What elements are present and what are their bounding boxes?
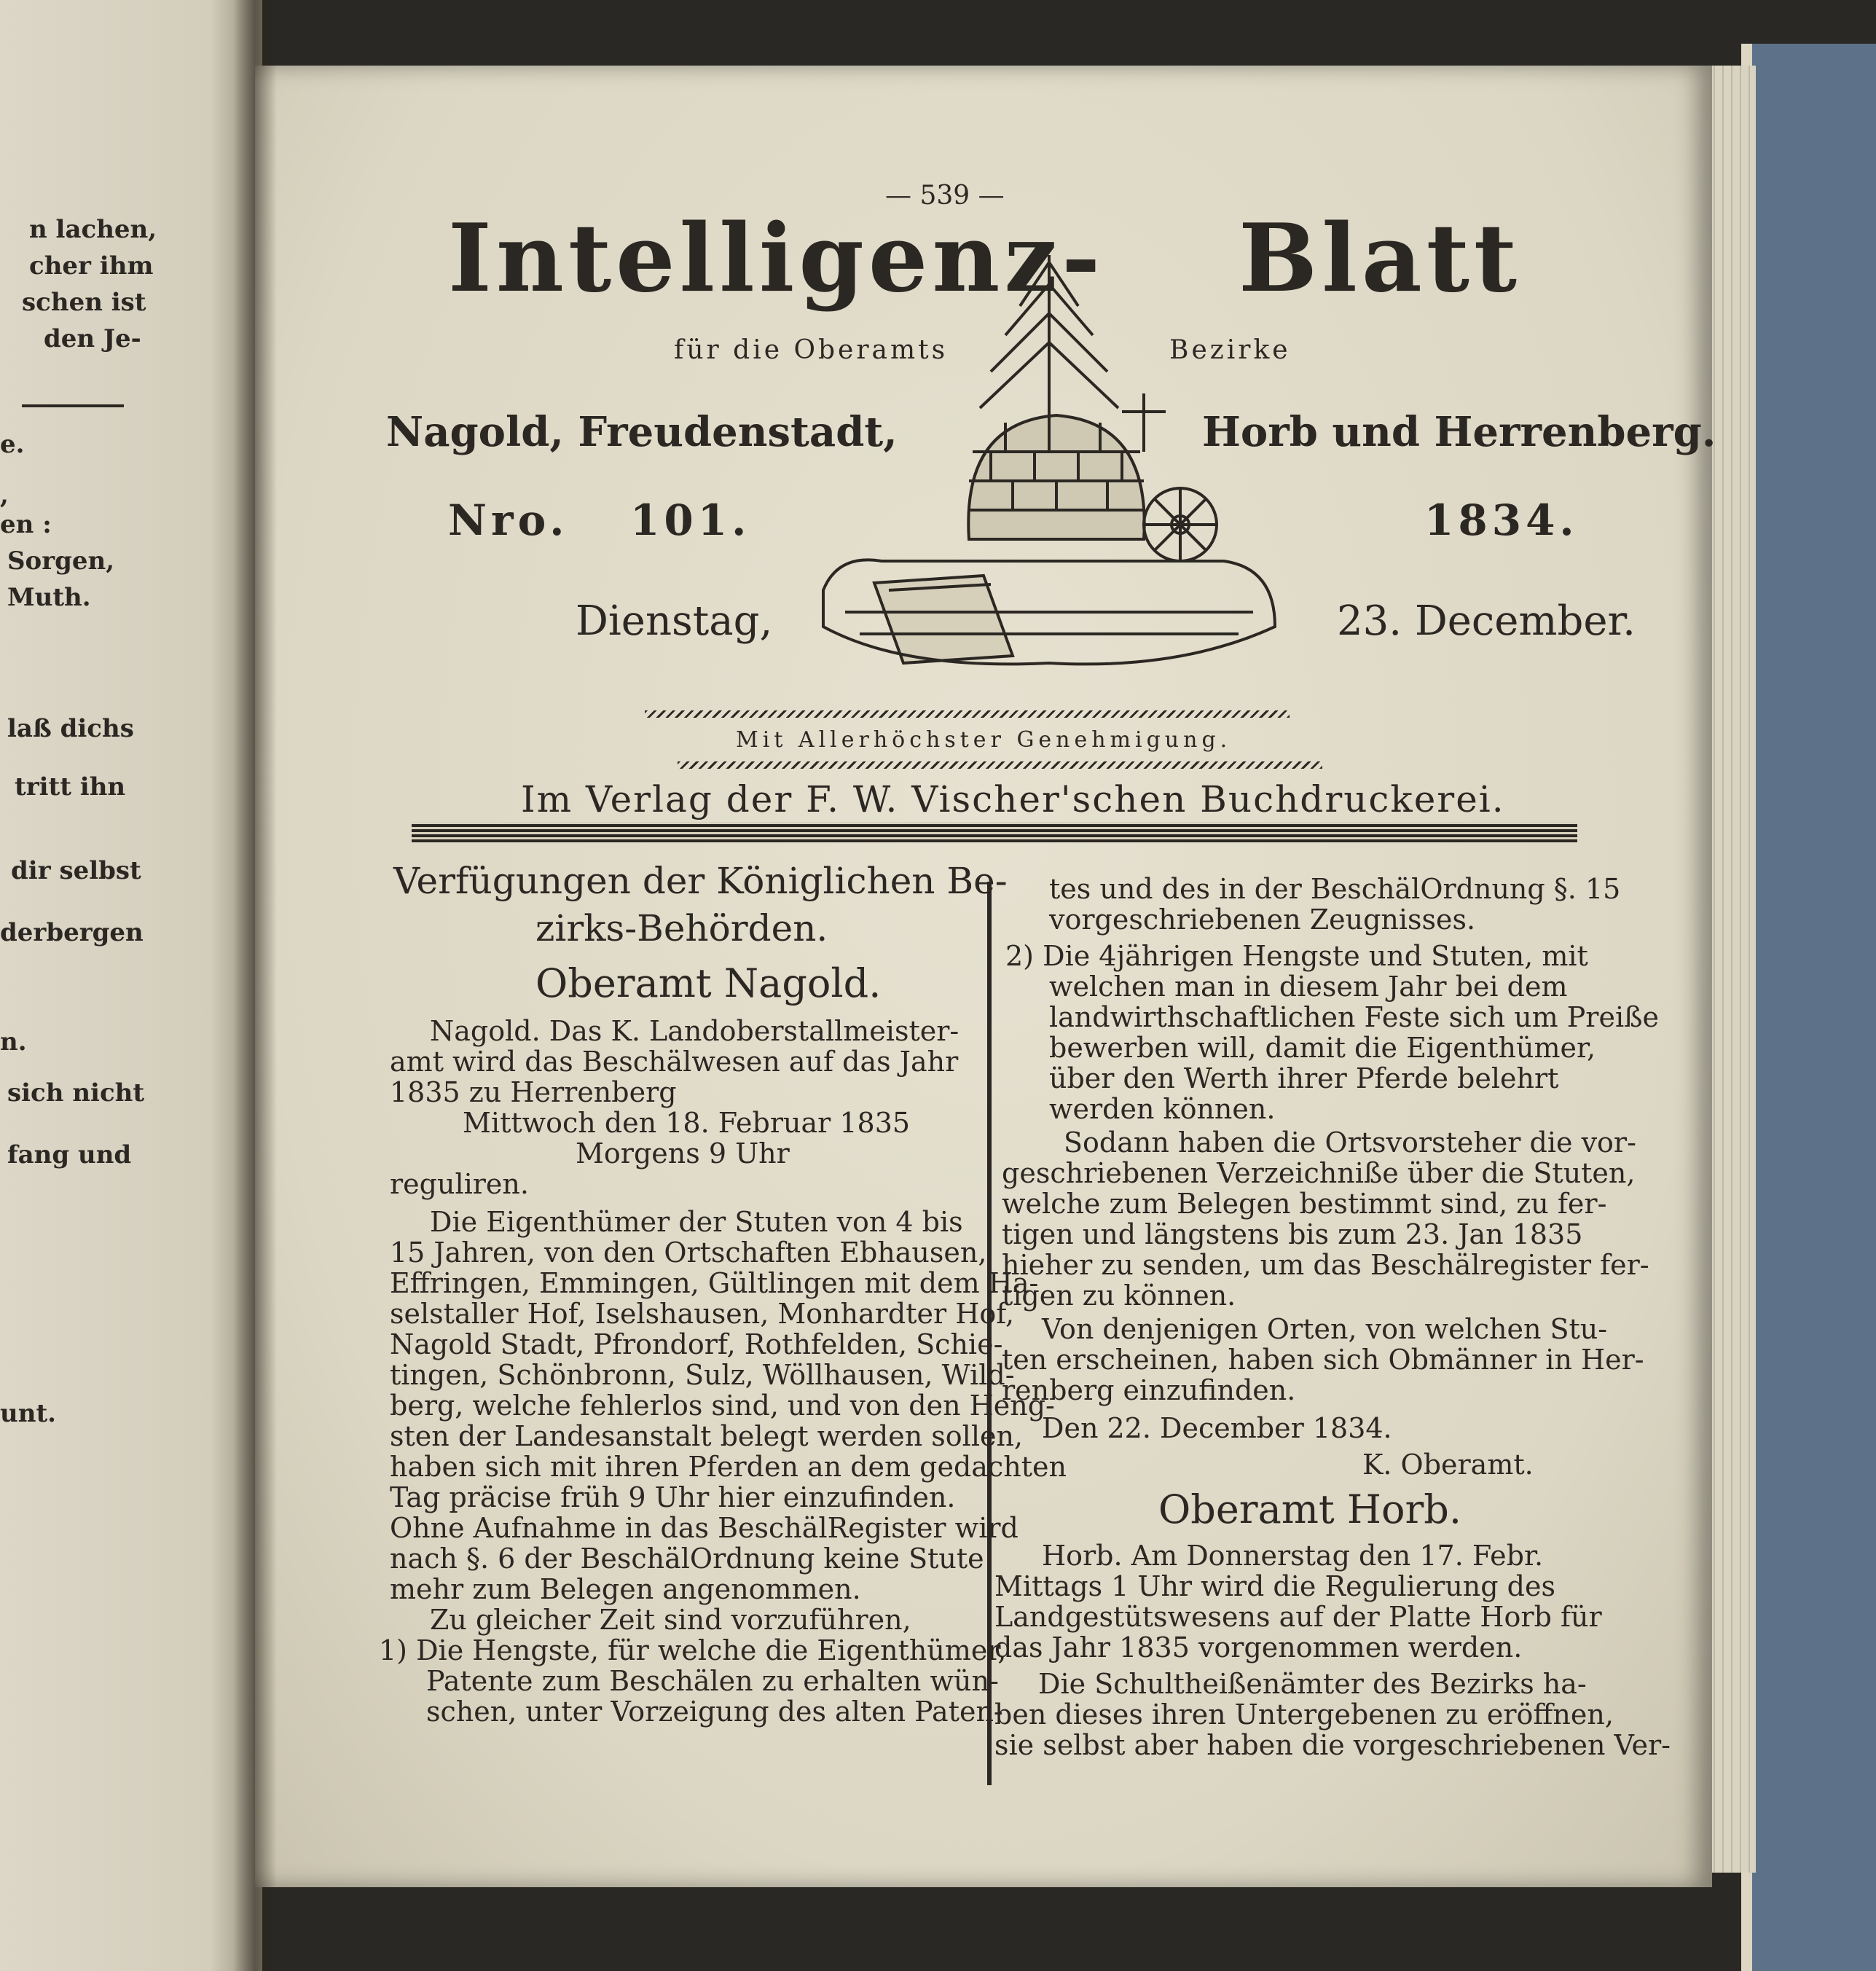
- text-line: amt wird das Beschälwesen auf das Jahr: [390, 1046, 959, 1078]
- text-line: Morgens 9 Uhr: [576, 1137, 790, 1169]
- text-line: Die Eigenthümer der Stuten von 4 bis: [430, 1206, 963, 1238]
- text-line: Mittwoch den 18. Februar 1835: [463, 1107, 911, 1139]
- text-line: tigen und längstens bis zum 23. Jan 1835: [1002, 1218, 1583, 1250]
- text-line: tes und des in der BeschälOrdnung §. 15: [1049, 873, 1621, 905]
- text-line: Zu gleicher Zeit sind vorzuführen,: [430, 1604, 911, 1636]
- text-line: 15 Jahren, von den Ortschaften Ebhausen,: [390, 1237, 987, 1269]
- subsection-title: Oberamt Nagold.: [535, 960, 882, 1006]
- left-fragment: n lachen,: [29, 215, 157, 244]
- text-line: Ohne Aufnahme in das BeschälRegister wird: [390, 1512, 1019, 1544]
- left-fragment: sich nicht: [7, 1078, 145, 1108]
- masthead-places-right: Horb und Herrenberg.: [1202, 408, 1716, 456]
- left-fragment: en :: [0, 510, 52, 539]
- masthead-divider: [412, 822, 1577, 842]
- left-fragment: derbergen: [0, 918, 144, 947]
- section-title: Verfügungen der Königlichen Be-: [393, 860, 1008, 902]
- left-fragment: schen ist: [22, 288, 146, 317]
- issue-date: 23. December.: [1337, 597, 1636, 645]
- permission-line: Mit Allerhöchster Genehmigung.: [736, 727, 1232, 753]
- text-line: Effringen, Emmingen, Gültlingen mit dem Ha-: [390, 1267, 1039, 1299]
- text-line: mehr zum Belegen angenommen.: [390, 1573, 861, 1605]
- tree-and-beehive-emblem-icon: [816, 248, 1282, 670]
- subsection-title: Oberamt Horb.: [1158, 1486, 1462, 1532]
- masthead-subtitle-left: für die Oberamts: [674, 335, 949, 365]
- text-line: Nagold Stadt, Pfrondorf, Rothfelden, Schie-: [390, 1328, 1003, 1360]
- text-line: ben dieses ihren Untergebenen zu eröffnen,: [994, 1698, 1614, 1731]
- left-fragment: Muth.: [7, 583, 91, 612]
- left-page: [0, 0, 262, 1971]
- ornament-rule: [678, 761, 1322, 769]
- text-line: welchen man in diesem Jahr bei dem: [1049, 971, 1568, 1003]
- text-line: reguliren.: [390, 1168, 529, 1200]
- text-line: welche zum Belegen bestimmt sind, zu fer-: [1002, 1188, 1607, 1220]
- text-line: über den Werth ihrer Pferde belehrt: [1049, 1062, 1559, 1094]
- signature-line: K. Oberamt.: [1362, 1449, 1534, 1481]
- left-fragment: cher ihm: [29, 251, 154, 281]
- page-number: — 539 —: [885, 181, 1005, 211]
- text-line: tingen, Schönbronn, Sulz, Wöllhausen, Wild-: [390, 1359, 1015, 1391]
- book-gutter: [233, 0, 277, 1971]
- left-fragment: fang und: [7, 1140, 132, 1169]
- issue-weekday: Dienstag,: [576, 597, 773, 645]
- left-fragment: ,: [0, 481, 9, 510]
- left-fragment: unt.: [0, 1399, 56, 1428]
- text-line: Nagold. Das K. Landoberstallmeister-: [430, 1015, 959, 1047]
- text-line: Horb. Am Donnerstag den 17. Febr.: [1042, 1540, 1544, 1572]
- book-cover-edge: [1741, 44, 1876, 1971]
- section-title: zirks-Behörden.: [535, 907, 828, 949]
- text-line: vorgeschriebenen Zeugnisses.: [1049, 904, 1476, 936]
- text-line: Patente zum Beschälen zu erhalten wün-: [426, 1665, 999, 1697]
- text-line: werden können.: [1049, 1093, 1276, 1125]
- text-line: geschriebenen Verzeichniße über die Stuten,: [1002, 1157, 1636, 1189]
- masthead-subtitle-right: Bezirke: [1169, 335, 1291, 365]
- text-line: renberg einzufinden.: [1002, 1374, 1296, 1406]
- text-line: bewerben will, damit die Eigenthümer,: [1049, 1032, 1596, 1064]
- text-line: berg, welche fehlerlos sind, und von den Heng-: [390, 1390, 1055, 1422]
- issue-number: 101.: [630, 495, 751, 545]
- text-line: sie selbst aber haben die vorgeschriebenen Ver-: [994, 1729, 1671, 1761]
- issue-label: Nro.: [448, 495, 569, 545]
- masthead-title-right: Blatt: [1239, 204, 1521, 313]
- text-line: landwirthschaftlichen Feste sich um Preiße: [1049, 1001, 1659, 1033]
- text-line: tigen zu können.: [1002, 1280, 1236, 1312]
- left-fragment: tritt ihn: [15, 772, 126, 802]
- text-line: 2) Die 4jährigen Hengste und Stuten, mit: [1005, 940, 1588, 972]
- left-fragment: n.: [0, 1027, 27, 1057]
- left-fragment: dir selbst: [11, 856, 141, 885]
- text-line: das Jahr 1835 vorgenommen werden.: [994, 1631, 1523, 1664]
- publisher-line: Im Verlag der F. W. Vischer'schen Buchdruckerei.: [521, 778, 1505, 820]
- masthead-title-left: Intelligenz-: [448, 204, 1105, 313]
- issue-year: 1834.: [1424, 495, 1579, 545]
- text-line: Sodann haben die Ortsvorsteher die vor-: [1064, 1126, 1636, 1159]
- text-line: nach §. 6 der BeschälOrdnung keine Stute: [390, 1543, 984, 1575]
- text-line: Mittags 1 Uhr wird die Regulierung des: [994, 1570, 1555, 1602]
- text-line: hieher zu senden, um das Beschälregister fer-: [1002, 1249, 1649, 1281]
- text-line: Landgestütswesens auf der Platte Horb für: [994, 1601, 1602, 1633]
- left-fragment: den Je-: [44, 324, 141, 353]
- text-line: 1835 zu Herrenberg: [390, 1076, 677, 1108]
- left-fragment: e.: [0, 430, 25, 459]
- text-line: sten der Landesanstalt belegt werden sollen,: [390, 1420, 1024, 1452]
- ornament-rule: [645, 710, 1290, 718]
- text-line: 1) Die Hengste, für welche die Eigenthümer,: [379, 1634, 1007, 1666]
- left-fragment: Sorgen,: [7, 546, 115, 576]
- text-line: Von denjenigen Orten, von welchen Stu-: [1042, 1313, 1608, 1345]
- text-line: Tag präcise früh 9 Uhr hier einzufinden.: [390, 1481, 956, 1513]
- text-line: haben sich mit ihren Pferden an dem gedachten: [390, 1451, 1067, 1483]
- text-line: ten erscheinen, haben sich Obmänner in Her-: [1002, 1344, 1644, 1376]
- text-line: Die Schultheißenämter des Bezirks ha-: [1038, 1668, 1587, 1700]
- text-line: Den 22. December 1834.: [1042, 1412, 1392, 1444]
- masthead-places-left: Nagold, Freudenstadt,: [386, 408, 898, 456]
- text-line: schen, unter Vorzeigung des alten Paten-: [426, 1696, 1003, 1728]
- left-divider: [22, 404, 124, 407]
- left-fragment: laß dichs: [7, 714, 134, 743]
- text-line: selstaller Hof, Iselshausen, Monhardter Hof,: [390, 1298, 1015, 1330]
